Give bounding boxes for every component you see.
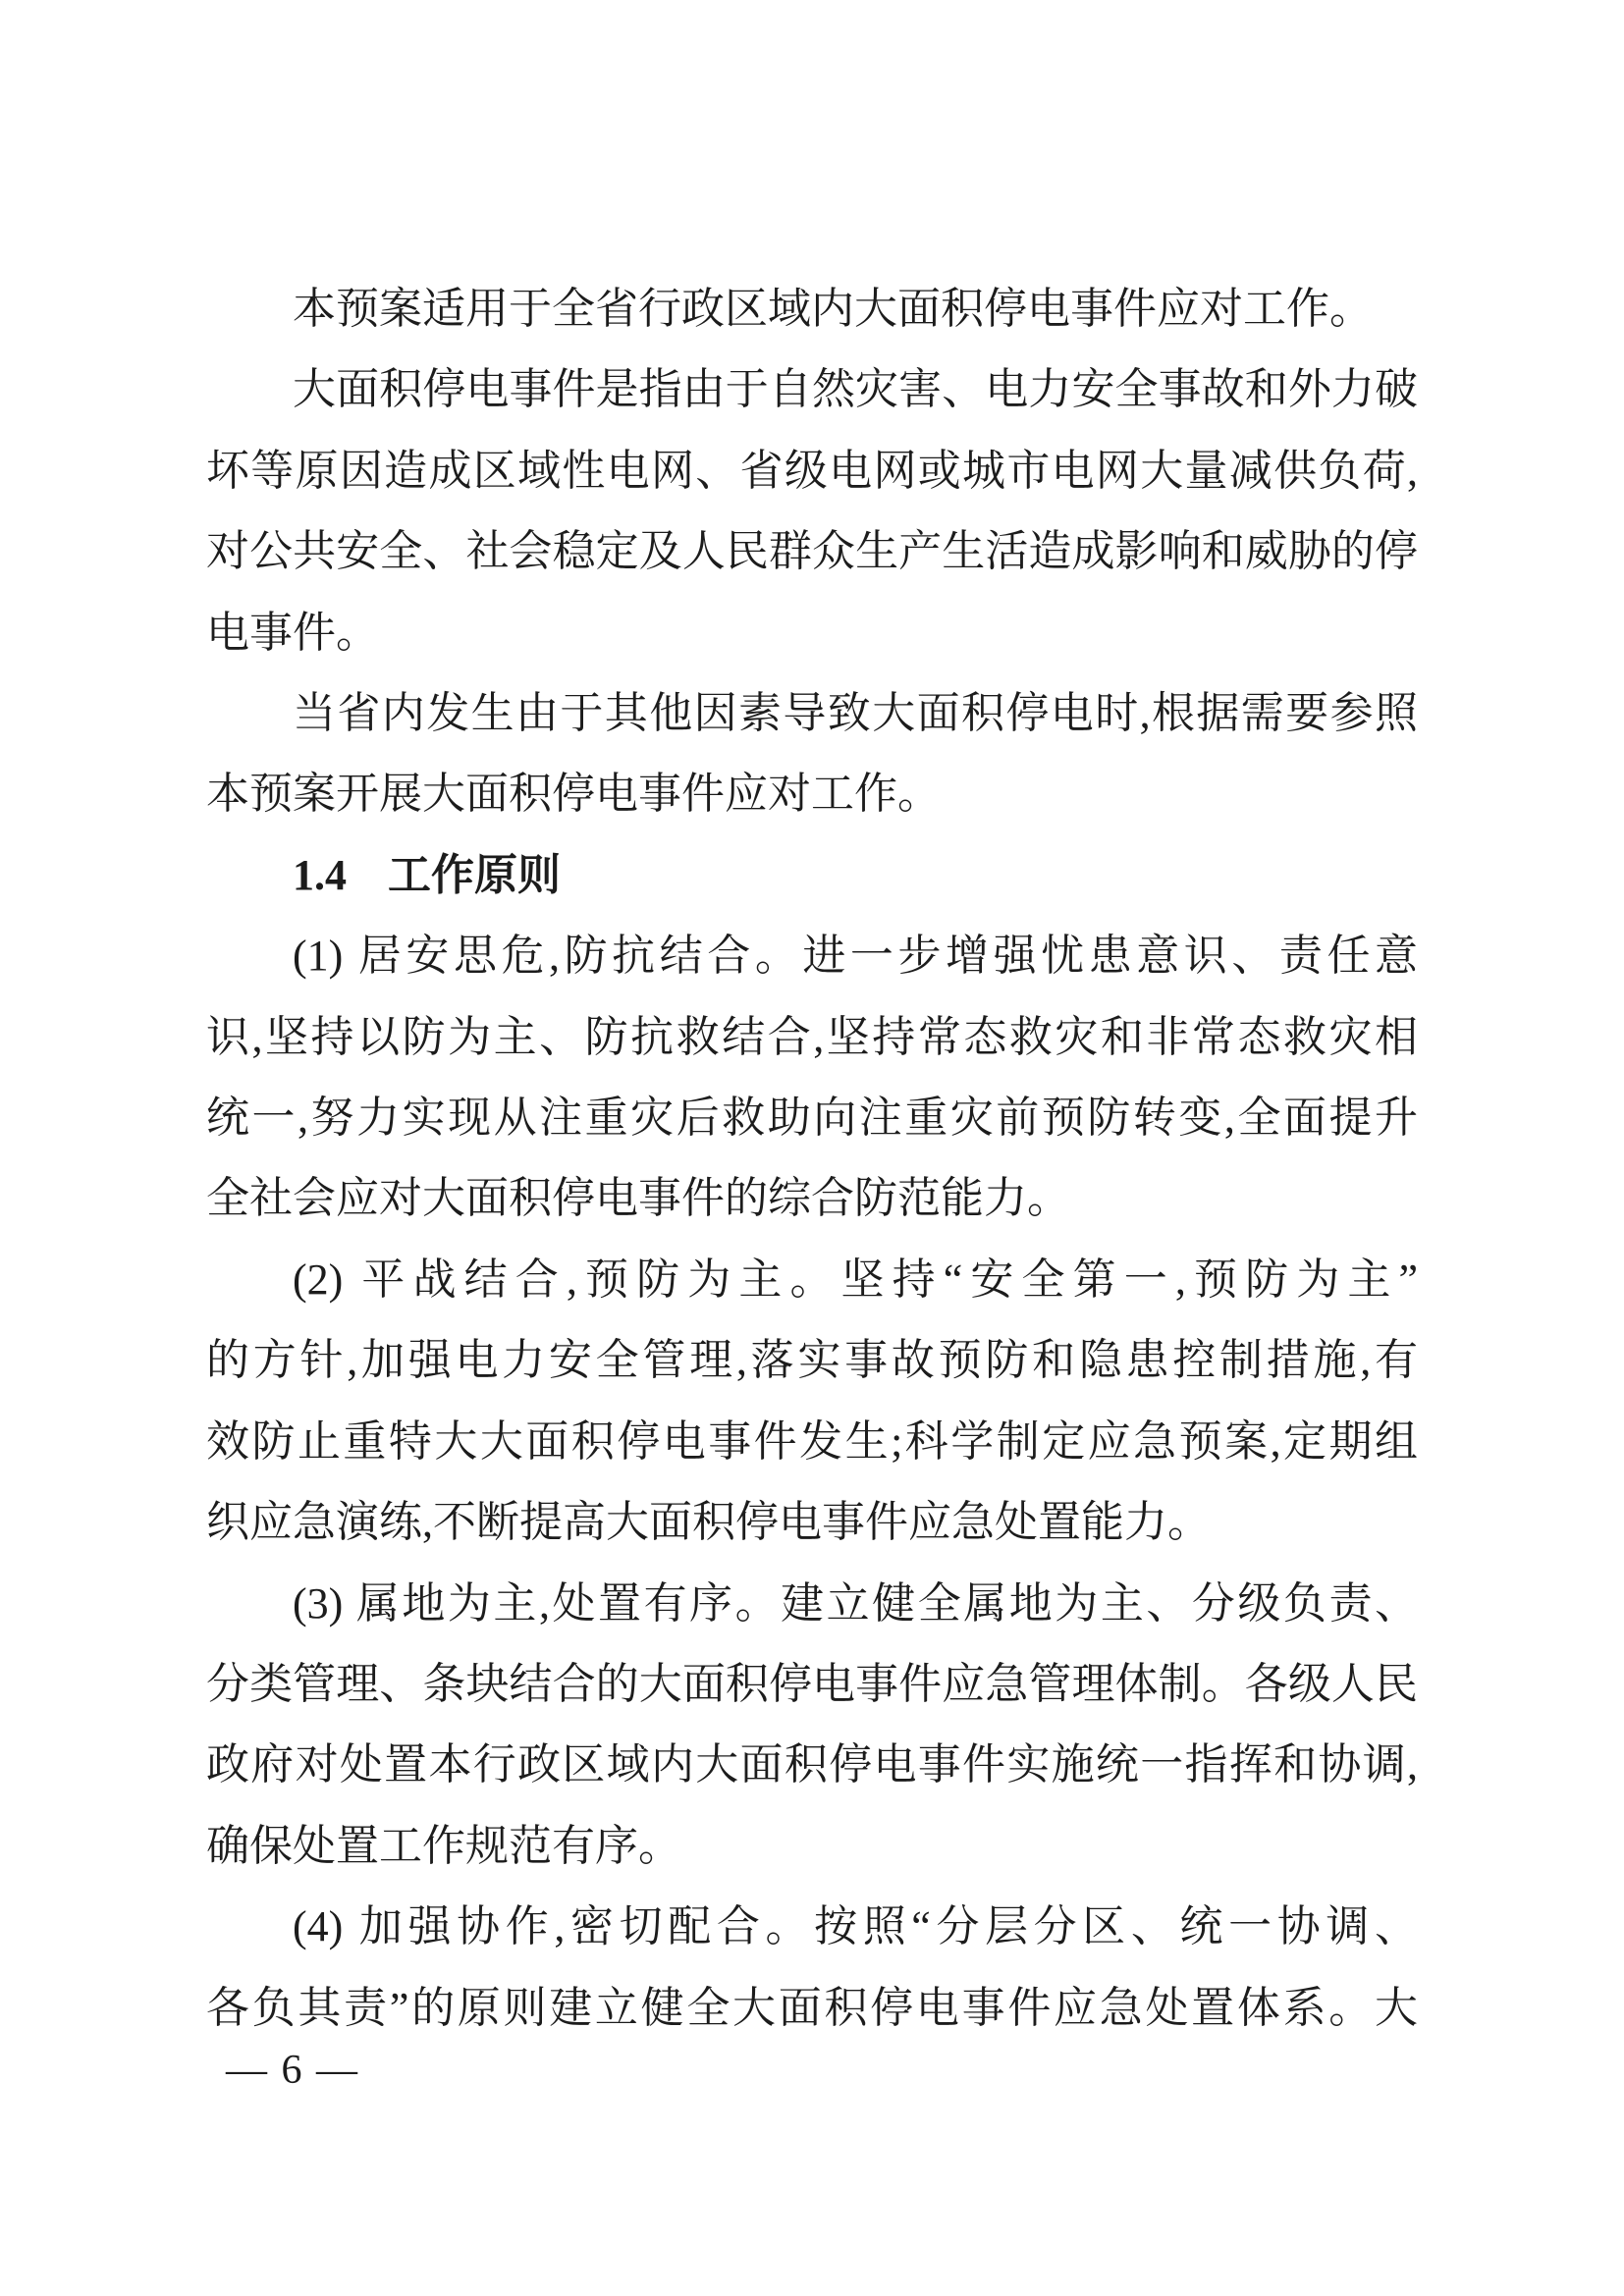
text-line: (3) 属地为主,处置有序。建立健全属地为主、分级负责、 xyxy=(293,1578,1418,1628)
text-line: 本预案开展大面积停电事件应对工作。 xyxy=(206,770,941,819)
paragraph xyxy=(206,1240,1418,1564)
text-line: 坏等原因造成区域性电网、省级电网或城市电网大量减供负荷, xyxy=(206,446,1418,495)
text-line: (1) 居安思危,防抗结合。进一步增强忧患意识、责任意 xyxy=(293,932,1418,981)
text-line: 本预案适用于全省行政区域内大面积停电事件应对工作。 xyxy=(293,285,1373,333)
text-line: 对公共安全、社会稳定及人民群众生产生活造成影响和威胁的停 xyxy=(206,527,1418,576)
text-line: 确保处置工作规范有序。 xyxy=(206,1821,681,1870)
paragraph xyxy=(206,349,1418,673)
paragraph xyxy=(206,1564,1418,1888)
text-line: 分类管理、条块结合的大面积停电事件应急管理体制。各级人民 xyxy=(206,1659,1418,1708)
text-line: 识,坚持以防为主、防抗救结合,坚持常态救灾和非常态救灾相 xyxy=(206,1012,1418,1061)
document-body xyxy=(206,269,1418,2049)
text-line: 织应急演练,不断提高大面积停电事件应急处置能力。 xyxy=(206,1498,1211,1547)
paragraph xyxy=(206,673,1418,835)
text-line: 的方针,加强电力安全管理,落实事故预防和隐患控制措施,有 xyxy=(206,1336,1418,1385)
section-title: 工作原则 xyxy=(388,850,561,899)
text-line: (2) 平战结合,预防为主。坚持“安全第一,预防为主” xyxy=(293,1255,1418,1304)
text-line: 各负其责”的原则建立健全大面积停电事件应急处置体系。大 xyxy=(206,1983,1418,2032)
text-line: 电事件。 xyxy=(206,608,379,657)
section-heading xyxy=(206,835,1418,916)
page-number: — 6 — xyxy=(226,2048,359,2093)
text-line: 全社会应对大面积停电事件的综合防范能力。 xyxy=(206,1174,1070,1223)
section-number: 1.4 xyxy=(293,850,347,899)
paragraph xyxy=(206,269,1418,349)
text-line: 政府对处置本行政区域内大面积停电事件实施统一指挥和协调, xyxy=(206,1740,1418,1789)
text-line: 当省内发生由于其他因素导致大面积停电时,根据需要参照 xyxy=(293,689,1418,738)
paragraph xyxy=(206,1887,1418,2049)
text-line: 大面积停电事件是指由于自然灾害、电力安全事故和外力破 xyxy=(293,365,1418,414)
text-line: 效防止重特大大面积停电事件发生;科学制定应急预案,定期组 xyxy=(206,1416,1418,1466)
text-line: (4) 加强协作,密切配合。按照“分层分区、统一协调、 xyxy=(293,1902,1418,1951)
paragraph xyxy=(206,916,1418,1240)
text-line: 统一,努力实现从注重灾后救助向注重灾前预防转变,全面提升 xyxy=(206,1094,1418,1143)
